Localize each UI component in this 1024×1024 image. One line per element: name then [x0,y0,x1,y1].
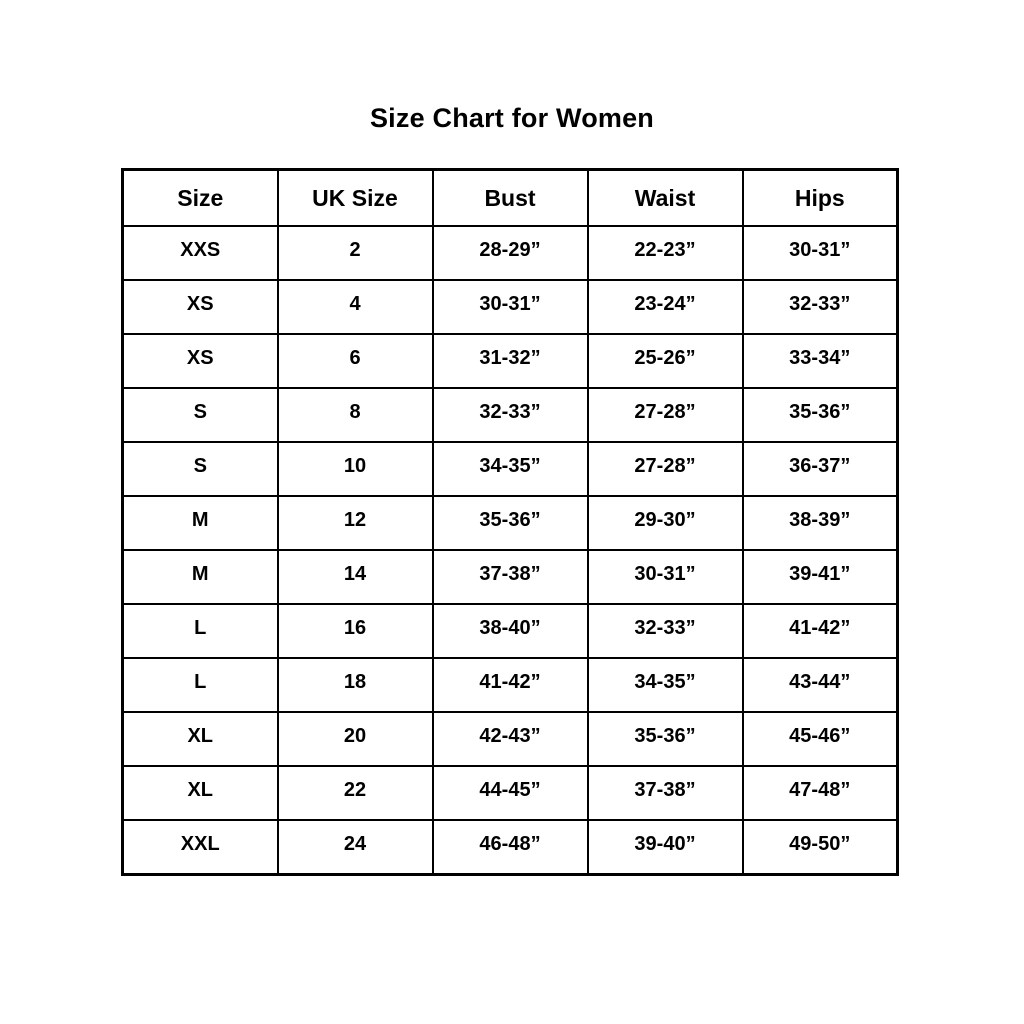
page-title: Size Chart for Women [369,103,655,133]
table-row [123,280,898,334]
table-cell: 33-34” [743,334,898,388]
table-cell: 24 [278,820,433,874]
table-cell: 35-36” [743,388,898,442]
table-cell: XXL [123,820,278,874]
table-cell: 29-30” [588,496,743,550]
table-cell: 32-33” [588,604,743,658]
column-header-waist: Waist [588,170,743,227]
table-cell: 34-35” [588,658,743,712]
table-cell: 2 [278,226,433,280]
table-cell: L [123,658,278,712]
table-row [123,820,898,874]
table-row [123,550,898,604]
table-row [123,442,898,496]
table-cell: S [123,442,278,496]
table-cell: 8 [278,388,433,442]
table-cell: 46-48” [433,820,588,874]
table-cell: 31-32” [433,334,588,388]
table-cell: XS [123,280,278,334]
table-cell: 37-38” [433,550,588,604]
table-row [123,226,898,280]
table-row [123,766,898,820]
table-cell: 6 [278,334,433,388]
table-cell: XL [123,712,278,766]
table-cell: 22 [278,766,433,820]
table-cell: 16 [278,604,433,658]
table-cell: 35-36” [433,496,588,550]
table-row [123,496,898,550]
table-cell: 30-31” [743,226,898,280]
table-cell: 42-43” [433,712,588,766]
column-header-size: Size [123,170,278,227]
table-cell: S [123,388,278,442]
table-cell: 10 [278,442,433,496]
table-cell: 39-41” [743,550,898,604]
table-cell: 23-24” [588,280,743,334]
table-row [123,658,898,712]
table-cell: 41-42” [433,658,588,712]
table-cell: XXS [123,226,278,280]
table-cell: 45-46” [743,712,898,766]
table-header [123,170,898,227]
table-cell: 38-40” [433,604,588,658]
table-cell: 30-31” [588,550,743,604]
table-cell: L [123,604,278,658]
table-cell: 25-26” [588,334,743,388]
table-cell: XS [123,334,278,388]
table-cell: M [123,550,278,604]
table-cell: 41-42” [743,604,898,658]
table-row [123,712,898,766]
table-cell: 36-37” [743,442,898,496]
table-header-row [123,170,898,227]
table-cell: XL [123,766,278,820]
table-cell: 49-50” [743,820,898,874]
table-cell: 12 [278,496,433,550]
column-header-bust: Bust [433,170,588,227]
table-cell: 22-23” [588,226,743,280]
table-cell: 28-29” [433,226,588,280]
table-cell: M [123,496,278,550]
table-row [123,604,898,658]
table-cell: 47-48” [743,766,898,820]
column-header-hips: Hips [743,170,898,227]
table-row [123,388,898,442]
table-cell: 27-28” [588,442,743,496]
table-cell: 30-31” [433,280,588,334]
table-cell: 4 [278,280,433,334]
table-cell: 32-33” [743,280,898,334]
table-cell: 20 [278,712,433,766]
table-row [123,334,898,388]
table-cell: 38-39” [743,496,898,550]
table-cell: 32-33” [433,388,588,442]
table-body [123,226,898,874]
table-cell: 37-38” [588,766,743,820]
table-cell: 27-28” [588,388,743,442]
table-cell: 35-36” [588,712,743,766]
column-header-uk-size: UK Size [278,170,433,227]
table-cell: 44-45” [433,766,588,820]
size-chart-table [121,168,899,876]
table-cell: 43-44” [743,658,898,712]
table-cell: 39-40” [588,820,743,874]
table-cell: 34-35” [433,442,588,496]
table-cell: 14 [278,550,433,604]
table-cell: 18 [278,658,433,712]
